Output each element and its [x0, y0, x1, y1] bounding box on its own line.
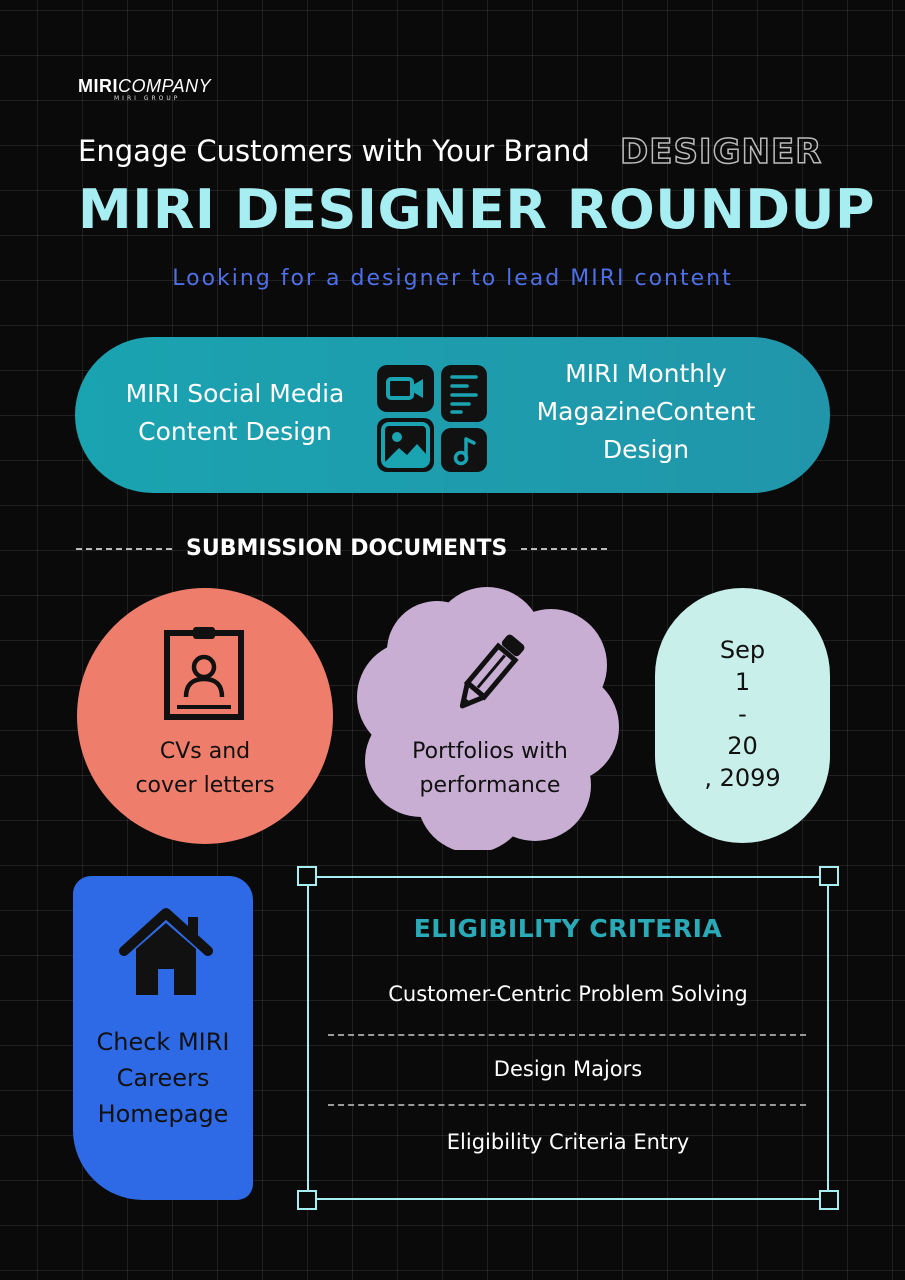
submission-date	[655, 634, 830, 794]
page-title: MIRI DESIGNER ROUNDUP	[78, 178, 876, 241]
pencil-icon	[450, 628, 530, 722]
submission-heading-text: SUBMISSION DOCUMENTS	[186, 536, 508, 561]
logo-subtitle: MIRI GROUP	[114, 95, 181, 102]
image-icon	[377, 418, 434, 472]
date-end: 20	[727, 732, 758, 760]
service-magazine	[520, 355, 772, 469]
video-icon	[377, 365, 434, 412]
portfolio-label-line2: performance	[419, 773, 561, 798]
careers-homepage-label[interactable]	[73, 1024, 253, 1132]
designer-outline-word: DESIGNER	[620, 132, 823, 172]
service-magazine-line2: MagazineContent	[536, 397, 756, 426]
homepage-line3: Homepage	[97, 1100, 229, 1128]
submission-heading	[76, 536, 616, 561]
criteria-divider	[328, 1034, 806, 1036]
criteria-item: Eligibility Criteria Entry	[446, 1130, 690, 1154]
service-magazine-line1: MIRI Monthly	[565, 359, 727, 388]
criteria-item: Design Majors	[493, 1057, 643, 1081]
cv-label-line1: CVs and	[159, 739, 251, 764]
heading-dash-left	[76, 548, 172, 550]
date-start: 1	[734, 668, 751, 696]
criteria-title: ELIGIBILITY CRITERIA	[413, 914, 723, 943]
home-icon	[118, 905, 214, 1001]
date-separator: -	[738, 700, 747, 728]
homepage-line1: Check MIRI	[96, 1028, 230, 1056]
service-social-line2: Content Design	[138, 417, 332, 446]
corner-handle-tl	[297, 866, 317, 886]
corner-handle-tr	[819, 866, 839, 886]
homepage-line2: Careers	[116, 1064, 210, 1092]
corner-handle-bl	[297, 1190, 317, 1210]
id-badge-icon	[163, 625, 247, 725]
date-year: , 2099	[704, 764, 781, 792]
service-social-line1: MIRI Social Media	[125, 379, 345, 408]
portfolio-label-line1: Portfolios with	[412, 739, 568, 764]
company-logo	[78, 76, 238, 110]
cv-label	[100, 735, 310, 803]
document-icon	[441, 365, 487, 422]
corner-handle-br	[819, 1190, 839, 1210]
page-subtitle: Looking for a designer to lead MIRI content	[172, 266, 733, 291]
criteria-item: Customer-Centric Problem Solving	[388, 982, 748, 1006]
portfolio-label	[385, 735, 595, 803]
date-month: Sep	[719, 636, 766, 664]
service-social-media	[110, 375, 360, 451]
service-magazine-line3: Design	[602, 435, 690, 464]
cv-label-line2: cover letters	[135, 773, 275, 798]
logo-brand-rest: COMPANY	[118, 76, 212, 96]
tagline: Engage Customers with Your Brand	[78, 134, 590, 168]
heading-dash-right	[521, 548, 607, 550]
criteria-divider	[328, 1104, 806, 1106]
music-icon	[441, 428, 487, 472]
logo-brand-bold: MIRI	[78, 76, 118, 96]
